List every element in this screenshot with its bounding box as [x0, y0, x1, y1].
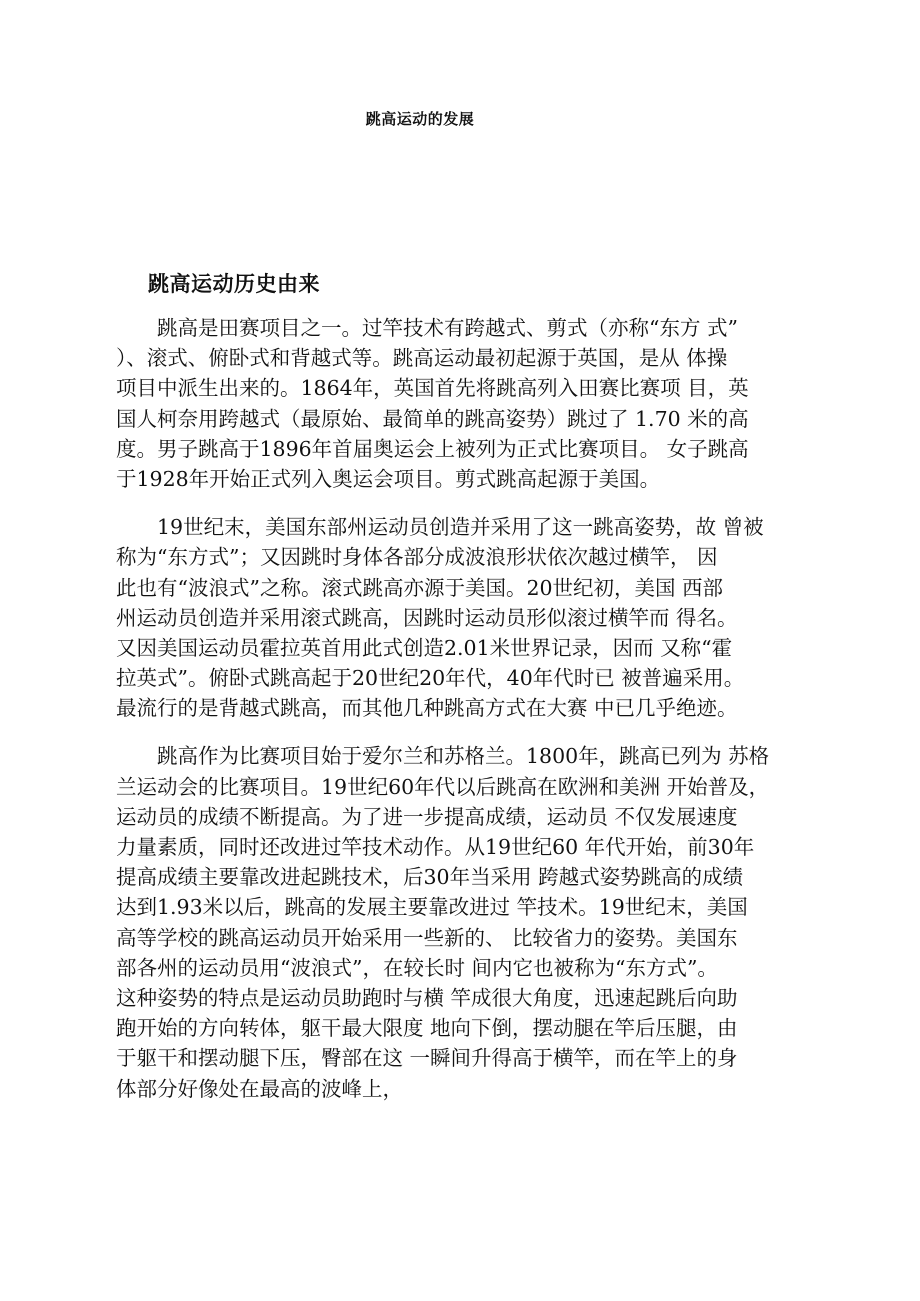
text-line: 这种姿势的特点是运动员助跑时与横 竿成很大角度，迅速起跳后向助	[116, 985, 738, 1010]
text-line: 兰运动会的比赛项目。19世纪60年代以后跳高在欧洲和美洲 开始普及，	[116, 774, 770, 799]
text-line: 于躯干和摆动腿下压，臀部在这 一瞬间升得高于横竿，而在竿上的身	[116, 1046, 738, 1071]
text-line: 州运动员创造并采用滚式跳高，因跳时运动员形似滚过横竿而 得名。	[116, 605, 738, 630]
text-line: 部各州的运动员用“波浪式”，在较长时 间内它也被称为“东方式”。	[116, 955, 718, 980]
text-line: 跳高是田赛项目之一。过竿技术有跨越式、剪式（亦称“东方 式”	[116, 316, 738, 340]
text-line: 最流行的是背越式跳高，而其他几种跳高方式在大赛 中已几乎绝迹。	[116, 696, 738, 721]
paragraph-1	[116, 313, 828, 494]
body-text	[116, 313, 828, 1122]
text-line: 运动员的成绩不断提高。为了进一步提高成绩，运动员 不仅发展速度	[116, 804, 738, 829]
text-line: 跑开始的方向转体，躯干最大限度 地向下倒，摆动腿在竿后压腿，由	[116, 1016, 738, 1041]
text-line: 称为“东方式”；又因跳时身体各部分成波浪形状依次越过横竿， 因	[116, 545, 718, 570]
text-line: 又因美国运动员霍拉英首用此式创造2.01米世界记录，因而 又称“霍	[116, 635, 733, 660]
text-line: ）、滚式、俯卧式和背越式等。跳高运动最初起源于英国，是从 体操	[116, 346, 728, 371]
text-line: 拉英式”。俯卧式跳高起于20世纪20年代，40年代时已 被普遍采用。	[116, 666, 745, 691]
document-title: 跳高运动的发展	[365, 110, 475, 128]
text-line: 力量素质，同时还改进过竿技术动作。从19世纪60 年代开始，前30年	[116, 835, 755, 859]
text-line: 高等学校的跳高运动员开始采用一些新的、 比较省力的姿势。美国东	[116, 925, 738, 950]
text-line: 项目中派生出来的。1864年，英国首先将跳高列入田赛比赛项 目，英	[116, 376, 749, 401]
text-line: 跳高作为比赛项目始于爱尔兰和苏格兰。1800年，跳高已列为 苏格	[116, 744, 770, 769]
text-line: 体部分好像处在最高的波峰上，	[116, 1076, 403, 1101]
text-line: 达到1.93米以后，跳高的发展主要靠改进过 竿技术。19世纪末，美国	[116, 895, 748, 920]
text-line: 国人柯奈用跨越式（最原始、最简单的跳高姿势）跳过了 1.70 米的高	[116, 406, 749, 431]
text-line: 提高成绩主要靠改进起跳技术，后30年当采用 跨越式姿势跳高的成绩	[116, 865, 744, 890]
section-heading: 跳高运动历史由来	[148, 272, 320, 296]
paragraph-2	[116, 512, 828, 723]
text-line: 于1928年开始正式列入奥运会项目。剪式跳高起源于美国。	[116, 466, 661, 491]
text-line: 此也有“波浪式”之称。滚式跳高亦源于美国。20世纪初，美国 西部	[116, 575, 724, 600]
paragraph-3	[116, 741, 828, 1103]
text-line: 度。男子跳高于1896年首届奥运会上被列为正式比赛项目。 女子跳高	[116, 436, 749, 461]
text-line: 19世纪末，美国东部州运动员创造并采用了这一跳高姿势，故 曾被	[116, 515, 764, 540]
